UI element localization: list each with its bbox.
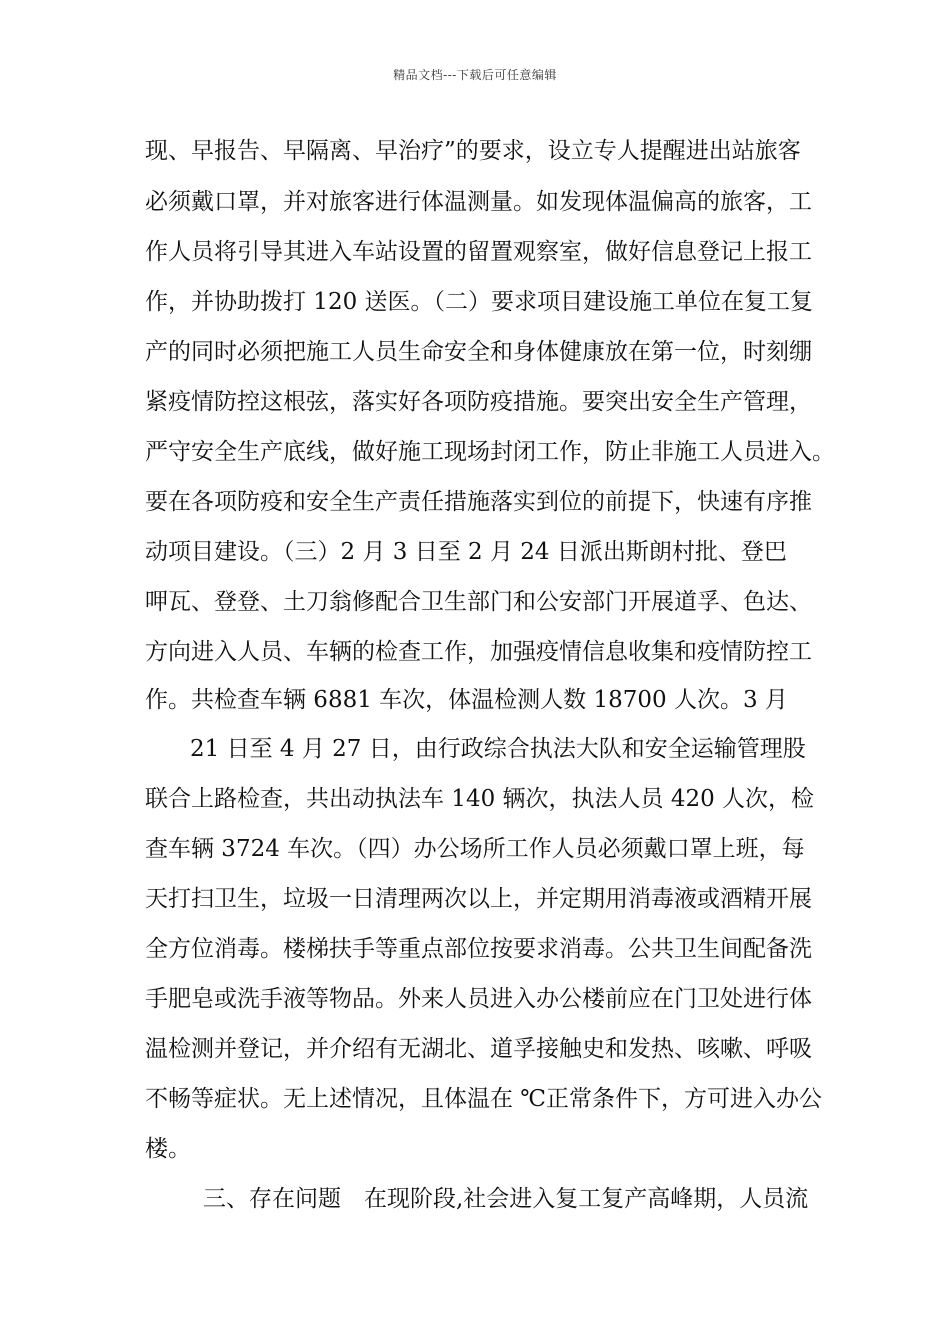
page-header: 精品文档---下载后可任意编辑	[393, 68, 557, 82]
body-line: 严守安全生产底线，做好施工现场封闭工作，防止非施工人员进入。	[145, 439, 835, 465]
body-line: 产的同时必须把施工人员生命安全和身体健康放在第一位，时刻绷	[145, 339, 812, 365]
body-line: 作，并协助拨打 120 送医。（二）要求项目建设施工单位在复工复	[145, 289, 814, 315]
body-line: 要在各项防疫和安全生产责任措施落实到位的前提下，快速有序推	[145, 489, 812, 515]
body-line: 方向进入人员、车辆的检查工作，加强疫情信息收集和疫情防控工	[145, 639, 812, 665]
section-heading-line: 三、存在问题 在现阶段,社会进入复工复产高峰期，人员流	[203, 1186, 809, 1212]
body-line: 手肥皂或洗手液等物品。外来人员进入办公楼前应在门卫处进行体	[145, 986, 812, 1012]
body-line: 天打扫卫生，垃圾一日清理两次以上，并定期用消毒液或酒精开展	[145, 886, 812, 912]
body-line: 紧疫情防控这根弦，落实好各项防疫措施。要突出安全生产管理，	[145, 389, 812, 415]
body-line: 作人员将引导其进入车站设置的留置观察室，做好信息登记上报工	[145, 239, 812, 265]
body-line: 作。共检查车辆 6881 车次，体温检测人数 18700 人次。3 月	[145, 687, 788, 713]
body-line: 温检测并登记，并介绍有无湖北、道孚接触史和发热、咳嗽、呼吸	[145, 1036, 812, 1062]
body-line: 动项目建设。（三）2 月 3 日至 2 月 24 日派出斯朗村批、登巴	[145, 539, 787, 565]
body-line: 不畅等症状。无上述情况，且体温在 ℃正常条件下，方可进入办公	[145, 1086, 823, 1112]
body-line: 全方位消毒。楼梯扶手等重点部位按要求消毒。公共卫生间配备洗	[145, 936, 812, 962]
body-line: 21 日至 4 月 27 日，由行政综合执法大队和安全运输管理股	[190, 736, 806, 762]
body-line: 联合上路检查，共出动执法车 140 辆次，执法人员 420 人次，检	[145, 786, 815, 812]
body-line: 现、早报告、早隔离、早治疗”的要求，设立专人提醒进出站旅客	[145, 138, 801, 164]
body-line: 呷瓦、登登、土刀翁修配合卫生部门和公安部门开展道孚、色达、	[145, 589, 812, 615]
body-line: 查车辆 3724 车次。（四）办公场所工作人员必须戴口罩上班，每	[145, 836, 805, 862]
body-line: 必须戴口罩，并对旅客进行体温测量。如发现体温偏高的旅客，工	[145, 189, 812, 215]
body-line: 楼。	[145, 1136, 191, 1162]
